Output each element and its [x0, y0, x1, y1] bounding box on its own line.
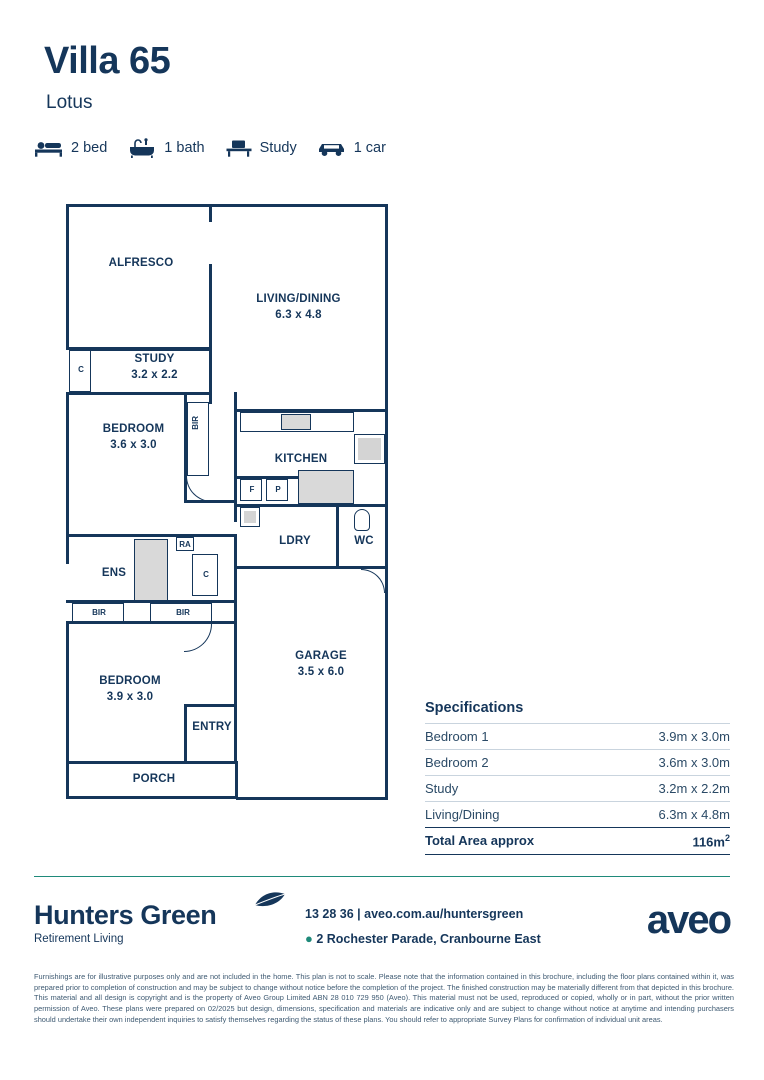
bath-icon [127, 138, 157, 158]
page-subtitle: Lotus [46, 92, 93, 113]
spec-label: Living/Dining [425, 807, 500, 822]
bir-bedroom2 [187, 402, 209, 476]
spec-row [425, 723, 730, 749]
spec-value: 6.3m x 4.8m [658, 807, 730, 822]
floor-plan [66, 204, 388, 800]
room-label-bedroom-2: BEDROOM 3.6 x 3.0 [102, 423, 165, 451]
room-label-garage: GARAGE 3.5 x 6.0 [295, 650, 347, 678]
room-label-study: STUDY 3.2 x 2.2 [131, 353, 178, 381]
door-bedroom2 [186, 476, 212, 502]
wall-left-upper [66, 204, 69, 349]
wall-porch-left [66, 761, 69, 799]
leaf-icon [253, 889, 287, 914]
desk-icon [225, 138, 253, 158]
location-pin-icon: ● [305, 930, 313, 946]
contact-line-1 [305, 903, 541, 927]
annotation-cupboard-2: C [203, 570, 209, 579]
specifications-heading: Specifications [425, 700, 524, 716]
annotation-ra: RA [179, 540, 191, 549]
kitchen-cooktop-fill [358, 438, 381, 460]
wall-porch-right [235, 761, 238, 799]
annotation-cupboard-1: C [78, 365, 84, 374]
spec-row [425, 749, 730, 775]
annotation-bir-left: BIR [92, 608, 106, 617]
wall-hall-left-2 [234, 534, 237, 674]
contact-separator: | [357, 907, 361, 921]
spec-total-value: $116m^2$ [692, 833, 730, 850]
page-title: Villa 65 [44, 40, 171, 82]
spec-row-total [425, 827, 730, 855]
door-garage-entry [361, 569, 385, 593]
contact-line-2 [305, 927, 541, 952]
kitchen-island [298, 470, 354, 504]
feature-bed [34, 138, 107, 158]
disclaimer-text: Furnishings are for illustrative purposes only and are not included in the home. This plan is not to scale. Please note that the information contained in this brochure, including the floor plans contained within it, was prepared prior to completion of construction and may be subject to change without notice before the completion of the project. The finished construction may be materially different from that depicted in this brochure. This material and all design is copyright and is the property of Aveo Group Limited ABN 28 010 729 950 (Aveo). This material must not be used, reproduced or copied, wholly or in part, without the prior written permission of Aveo. These plans were prepared on 02/2025 but design, dimensions, specification and materials are indicative only and are subject to change without notice at anytime and intending purchasers should undertake their own independent inquiries to satisfy themselves regarding the status of these plans. You should refer to appropriate Survey Plans for confirmation of individual unit areas. [34, 972, 734, 1024]
wall-alfresco-living [209, 264, 212, 404]
phone-number[interactable]: 13 28 36 [305, 907, 354, 921]
room-label-porch: PORCH [132, 773, 176, 785]
aveo-logo: aveo [646, 898, 730, 942]
website-link[interactable]: aveo.com.au/huntersgreen [364, 907, 524, 921]
wall-bottom-left [66, 761, 238, 764]
feature-car [317, 138, 386, 158]
wc-toilet [354, 509, 370, 531]
wall-entry-top [184, 704, 237, 707]
spec-value: 3.9m x 3.0m [658, 729, 730, 744]
specifications-panel [425, 700, 730, 855]
spec-row [425, 775, 730, 801]
room-label-entry: ENTRY [192, 721, 232, 733]
village-tagline: Retirement Living [34, 933, 124, 945]
feature-list [34, 138, 400, 158]
feature-bath [127, 138, 204, 158]
feature-bed-label: 2 bed [71, 140, 108, 156]
room-label-alfresco: ALFRESCO [108, 257, 174, 269]
room-label-living-dining: LIVING/DINING 6.3 x 4.8 [256, 293, 341, 321]
spec-label: Bedroom 2 [425, 755, 489, 770]
village-name: Hunters Green [34, 900, 217, 930]
spec-value: 3.2m x 2.2m [658, 781, 730, 796]
room-label-kitchen: KITCHEN [274, 453, 328, 465]
spec-row [425, 801, 730, 827]
wall-porch-bottom [66, 796, 238, 799]
annotation-pantry: P [275, 485, 281, 494]
spec-value: 3.6m x 3.0m [658, 755, 730, 770]
car-icon [317, 138, 347, 158]
wall-bottom-right [236, 797, 388, 800]
room-label-bedroom-1: BEDROOM 3.9 x 3.0 [99, 675, 161, 703]
laundry-trough-fill [244, 511, 256, 523]
bed-icon [34, 138, 64, 158]
contact-block [305, 903, 541, 952]
wall-hall-left-3 [234, 674, 237, 764]
wall-study-bottom [66, 392, 212, 395]
wall-left-lower [66, 394, 69, 564]
wall-top-left [66, 204, 211, 207]
wall-top-right [211, 204, 388, 207]
wall-right [385, 204, 388, 800]
room-label-ens: ENS [101, 567, 127, 579]
feature-bath-label: 1 bath [164, 140, 205, 156]
room-label-ldry: LDRY [279, 535, 311, 547]
spec-label: Bedroom 1 [425, 729, 489, 744]
kitchen-sink [281, 414, 311, 430]
footer-divider [34, 876, 730, 877]
annotation-bir-bedroom2: BIR [191, 416, 200, 430]
feature-car-label: 1 car [353, 140, 386, 156]
spec-label: Study [425, 781, 459, 796]
annotation-bir-right: BIR [176, 608, 190, 617]
feature-study [225, 138, 297, 158]
wall-ens-top [66, 534, 237, 537]
address-text: 2 Rochester Parade, Cranbourne East [316, 931, 541, 946]
wall-left-bottom [66, 622, 69, 764]
door-bedroom1 [184, 624, 212, 652]
feature-study-label: Study [259, 140, 297, 156]
village-branding [34, 900, 216, 945]
wall-alfresco-living-top [209, 204, 212, 222]
spec-total-label: Total Area approx [425, 833, 535, 848]
wall-wc-left [336, 507, 339, 567]
room-label-wc: WC [354, 535, 374, 547]
annotation-fridge: F [249, 485, 255, 494]
